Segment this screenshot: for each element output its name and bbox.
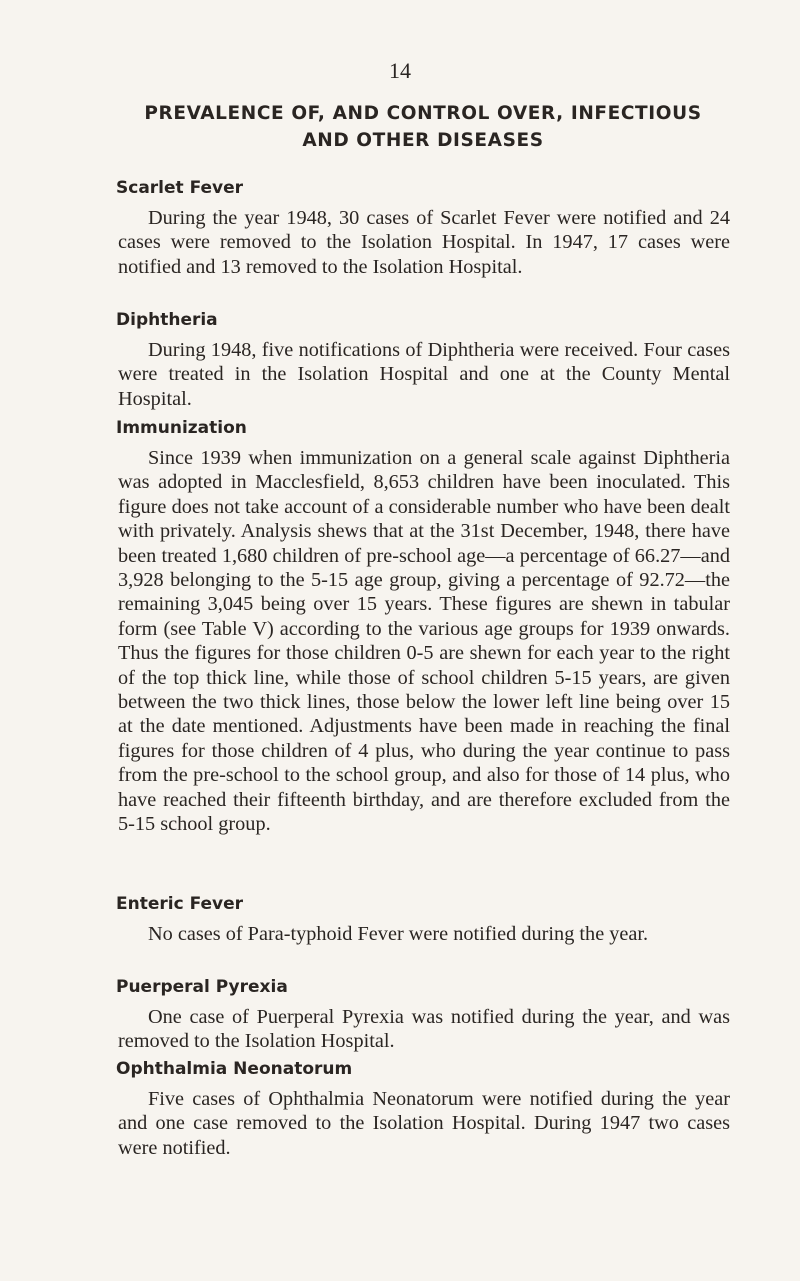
section-paragraph: Five cases of Ophthalmia Neonatorum were notified during the year and one case removed to the Isolation Hospital. During 1947 two cases were notified. <box>118 1088 730 1159</box>
section-immunization <box>118 416 730 837</box>
section-scarlet-fever <box>118 176 730 279</box>
page-title <box>118 100 728 154</box>
section-puerperal-pyrexia <box>118 975 730 1054</box>
section-heading: Ophthalmia Neonatorum <box>116 1059 353 1079</box>
section-diphtheria <box>118 308 730 411</box>
section-heading: Puerperal Pyrexia <box>116 977 288 997</box>
section-heading: Scarlet Fever <box>116 178 244 198</box>
section-paragraph: One case of Puerperal Pyrexia was notified during the year, and was removed to the Isolation Hospital. <box>118 1006 730 1053</box>
section-ophthalmia-neonatorum <box>118 1057 730 1160</box>
title-line-1: PREVALENCE OF, AND CONTROL OVER, INFECTIOUS <box>144 103 702 124</box>
page-number: 14 <box>389 58 411 83</box>
title-line-2: AND OTHER DISEASES <box>302 130 544 151</box>
section-paragraph: During the year 1948, 30 cases of Scarlet Fever were notified and 24 cases were removed to the Isolation Hospital. In 1947, 17 cases were notified and 13 removed to the Isolation Hospital. <box>118 207 730 278</box>
section-enteric-fever <box>118 892 730 946</box>
section-heading: Diphtheria <box>116 310 218 330</box>
section-paragraph: During 1948, five notifications of Diphtheria were received. Four cases were treated in the Isolation Hospital and one at the County Mental Hospital. <box>118 339 730 410</box>
section-paragraph: Since 1939 when immunization on a general scale against Diphtheria was adopted in Macclesfield, 8,653 children have been inoculated. This figure does not take account of a considerable number who have been dealt with privately. Analysis shews that at the 31st December, 1948, there have been treated 1,680 children of pre-school age—a percentage of 66.27—and 3,928 belonging to the 5-15 age group, giving a percentage of 92.72—the remaining 3,045 being over 15 years. These figures are shewn in tabular form (see Table V) according to the various age groups for 1939 onwards. Thus the figures for those children 0-5 are shewn for each year to the right of the top thick line, while those of school children 5-15 years, are given between the two thick lines, those below the lower left line being over 15 at the date mentioned. Adjustments have been made in reaching the final figures for those children of 4 plus, who during the year continue to pass from the pre-school to the school group, and also for those of 14 plus, who have reached their fifteenth birthday, and are therefore excluded from the 5-15 school group. <box>118 447 730 836</box>
section-heading: Immunization <box>116 418 247 438</box>
section-heading: Enteric Fever <box>116 894 244 914</box>
section-paragraph: No cases of Para-typhoid Fever were notified during the year. <box>148 923 649 945</box>
